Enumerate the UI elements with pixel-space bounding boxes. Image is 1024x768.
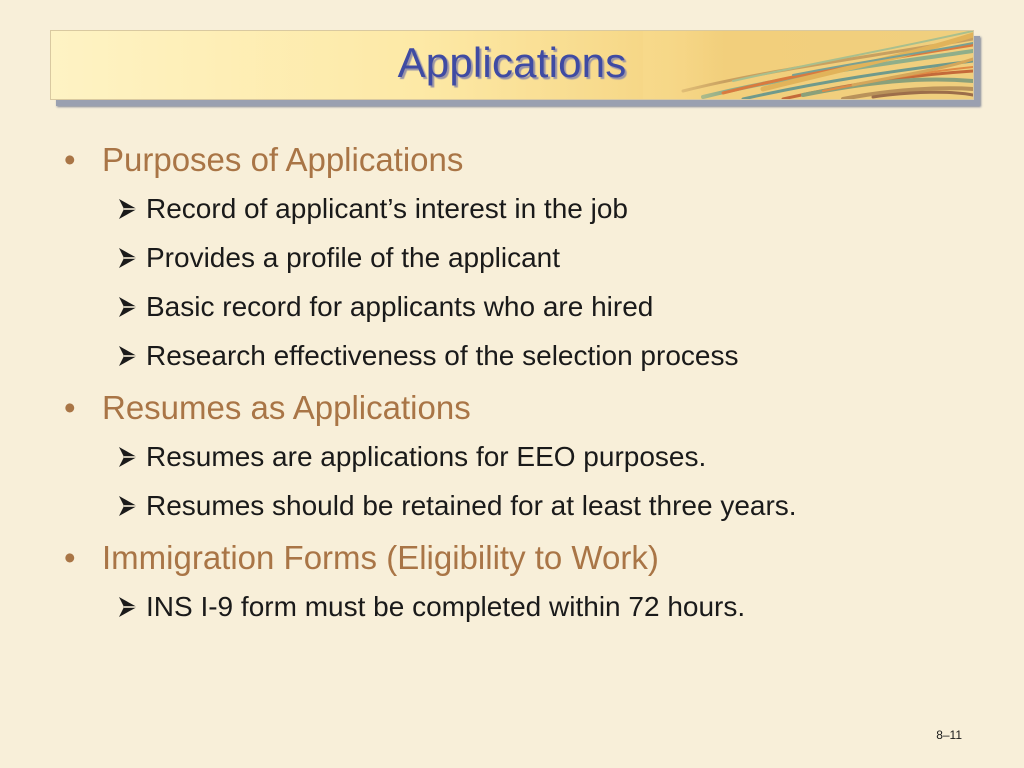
bullet-dot-icon: • [64,389,76,426]
arrow-bullet-icon [116,247,140,269]
list-item-text: Resumes are applications for EEO purposes. [146,441,707,472]
arrow-bullet-icon [116,296,140,318]
slide-title: Applications [397,39,627,86]
title-bar [50,30,974,100]
list-item-text: Basic record for applicants who are hired [146,291,654,322]
list-item [60,481,980,530]
section-heading-text: Immigration Forms (Eligibility to Work) [102,539,659,576]
list-item [60,184,980,233]
list-item [60,282,980,331]
section-heading-text: Purposes of Applications [102,141,464,178]
arrow-bullet-icon [116,345,140,367]
list-item-text: Resumes should be retained for at least three years. [146,490,797,521]
list-item [60,582,980,631]
section-heading-text: Resumes as Applications [102,389,471,426]
list-item-text: INS I-9 form must be completed within 72 hours. [146,591,746,622]
section-heading [60,534,980,582]
section-heading [60,384,980,432]
list-item-text: Research effectiveness of the selection process [146,340,739,371]
bullet-dot-icon: • [64,539,76,576]
list-item [60,233,980,282]
list-item [60,331,980,380]
list-item-text: Record of applicant’s interest in the job [146,193,628,224]
slide-number: 8–11 [936,728,962,742]
slide-content [60,136,980,631]
section-heading [60,136,980,184]
list-item-text: Provides a profile of the applicant [146,242,561,273]
list-item [60,432,980,481]
arrow-bullet-icon [116,198,140,220]
arrow-bullet-icon [116,596,140,618]
arrow-bullet-icon [116,446,140,468]
arrow-bullet-icon [116,495,140,517]
bullet-dot-icon: • [64,141,76,178]
